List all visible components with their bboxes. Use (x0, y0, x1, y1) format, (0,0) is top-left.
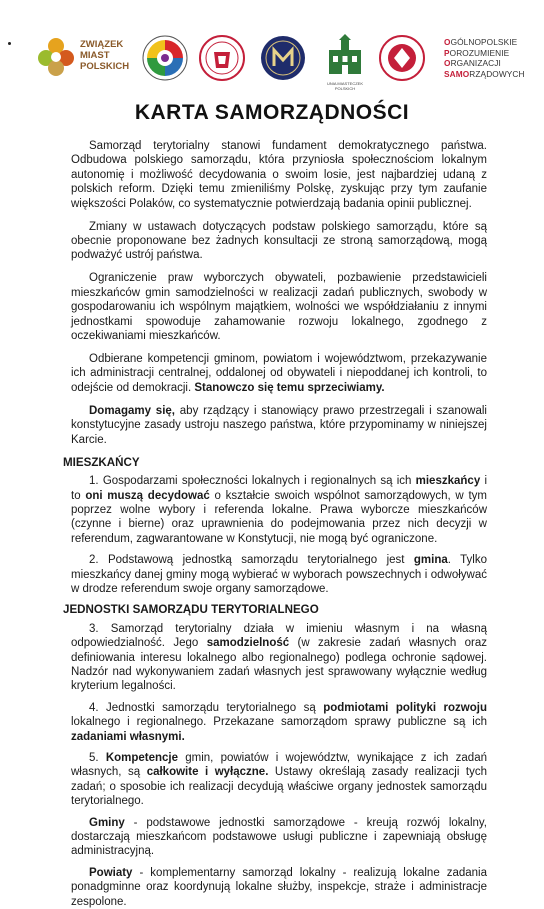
oporo-line-1: OGÓLNOPOLSKIE (444, 37, 518, 47)
metropolie-icon (259, 34, 307, 82)
section-heading-jednostki: JEDNOSTKI SAMORZĄDU TERYTORIALNEGO (63, 603, 319, 617)
zmp-flower-icon (34, 34, 78, 78)
item-2: 2. Podstawową jednostką samorządu terytorialnego jest gmina. Tylko mieszkańcy danej gminy mogą wybierać w wyborach powszechnych i odwoływać w drodze referendum swoje organy samorządowe. (71, 554, 487, 595)
zmp-line2: MIAST (80, 50, 110, 61)
intro-paragraph-3: Ograniczenie praw wyborczych obywateli, pozbawienie przedstawicieli mieszkańców gmin samodzielności w realizacji zadań publicznych, swobody w gospodarowaniu ich wspólnym majątkiem, wolności we współdziałaniu z innymi jednostkami spowoduje zahamowanie rozwoju lokalnego, zgodnego z oczekiwaniami mieszkańców. (71, 272, 487, 343)
paragraph-5 (71, 404, 487, 447)
logo-strip (14, 30, 536, 92)
item-1: 1. Gospodarzami społeczności lokalnych i regionalnych są ich mieszkańcy i to oni muszą decydować o kształcie swoich wspólnot samorządowych, w tym poprzez wolne wybory i referenda lokalne. Prawa wyborcze mieszkańców (czynne i bierne) oraz uprawnienia do podejmowania przez nich decyzji w referendum, zagwarantowane w Konstytucji, nie mogą być ograniczone. (71, 475, 488, 545)
item-3: 3. Samorząd terytorialny działa w imieniu własnym i na własną odpowiedzialność. Jego samodzielność (w zakresie zadań własnych oraz definiowania interesu lokalnego albo regionalnego) podlega ochronie sądowej. Nadzór nad wykonywaniem zadań własnych jest sprawowany wyłącznie według kryterium legalności. (71, 622, 487, 693)
section-heading-mieszkancy: MIESZKAŃCY (63, 455, 140, 469)
oporo-line-2: POROZUMIENIE (444, 47, 510, 58)
zwiazek-wojewodztw-icon (378, 34, 426, 82)
intro-paragraph-2: Zmiany w ustawach dotyczących podstaw polskiego samorządu, które są obecnie proponowane bez żadnych konsultacji ze stroną samorządową, mogą podważyć ustrój państwa. (71, 220, 487, 262)
p4-bold: Stanowczo się temu sprzeciwiamy. (194, 381, 385, 394)
document-body (63, 139, 488, 909)
paragraph-4 (71, 352, 487, 395)
zmp-logo (34, 34, 154, 82)
page-title: KARTA SAMORZĄDNOŚCI (134, 101, 410, 124)
p4-text: Odbierane kompetencji gminom, powiatom i województwom, przekazywanie ich administracji centralnej, oddalonej od obywateli i niepoddanej ich kontroli, to odejście od demokracji. (71, 353, 487, 394)
gminy-paragraph: Gminy - podstawowe jednostki samorządowe - kreują rozwój lokalny, dostarczają mieszkańcom podstawowe usługi publiczne i zapewniają obsługę administracyjną. (71, 816, 487, 858)
oporo-line-4: SAMORZĄDOWYCH (444, 68, 525, 79)
unia-miasteczek-icon (321, 34, 369, 82)
powiaty-paragraph: Powiaty - komplementarny samorząd lokalny - realizują lokalne zadania ponadgminne oraz koordynują lokalne służby, inspekcje, straże i administracje zespolone. (71, 866, 487, 908)
zmp-text (80, 39, 129, 72)
rainbow-emblem-icon (141, 34, 189, 82)
page-dot (8, 42, 11, 45)
oporo-logo-text (444, 37, 525, 79)
intro-paragraph-1: Samorząd terytorialny stanowi fundament demokratycznego państwa. Odbudowa polskiego samorządu, która przyniosła społecznościom lokalnym autonomię i możliwość decydowania o swoim losie, jest najbardziej udaną z polskich reform. Dzięki temu zmieniliśmy Polskę, zyskując przy tym zaufanie większości Polaków, co systematycznie potwierdzają badania opinii publicznej. (71, 140, 487, 210)
p5-bold: Domagamy się, (89, 404, 175, 417)
item-5: 5. Kompetencje gmin, powiatów i województw, wynikające z ich zadań własnych, są całkowite i wyłączne. Ustawy określają zasady realizacji tych zadań; o sposobie ich realizacji decydują właściwe organy jednostek samorządu terytorialnego. (71, 752, 488, 808)
oporo-line-3: ORGANIZACJI (444, 58, 501, 68)
p5-text: aby rządzący i stanowiący prawo przestrzegali i szanowali konstytucyjne zasady ustroju naszego państwa, które przypominamy w niniejszej Karcie. (71, 404, 487, 446)
item-4: 4. Jednostki samorządu terytorialnego są podmiotami polityki rozwoju lokalnego i regionalnego. Przekazane samorządom sprawy publiczne są ich zadaniami własnymi. (71, 701, 487, 743)
zmp-line3: POLSKICH (80, 61, 130, 72)
zwiazek-powiatow-polskich-icon (198, 34, 246, 82)
zmp-line1: ZWIĄZEK (80, 39, 124, 50)
unia-caption: UNIA MIASTECZEK POLSKICH (326, 81, 363, 91)
